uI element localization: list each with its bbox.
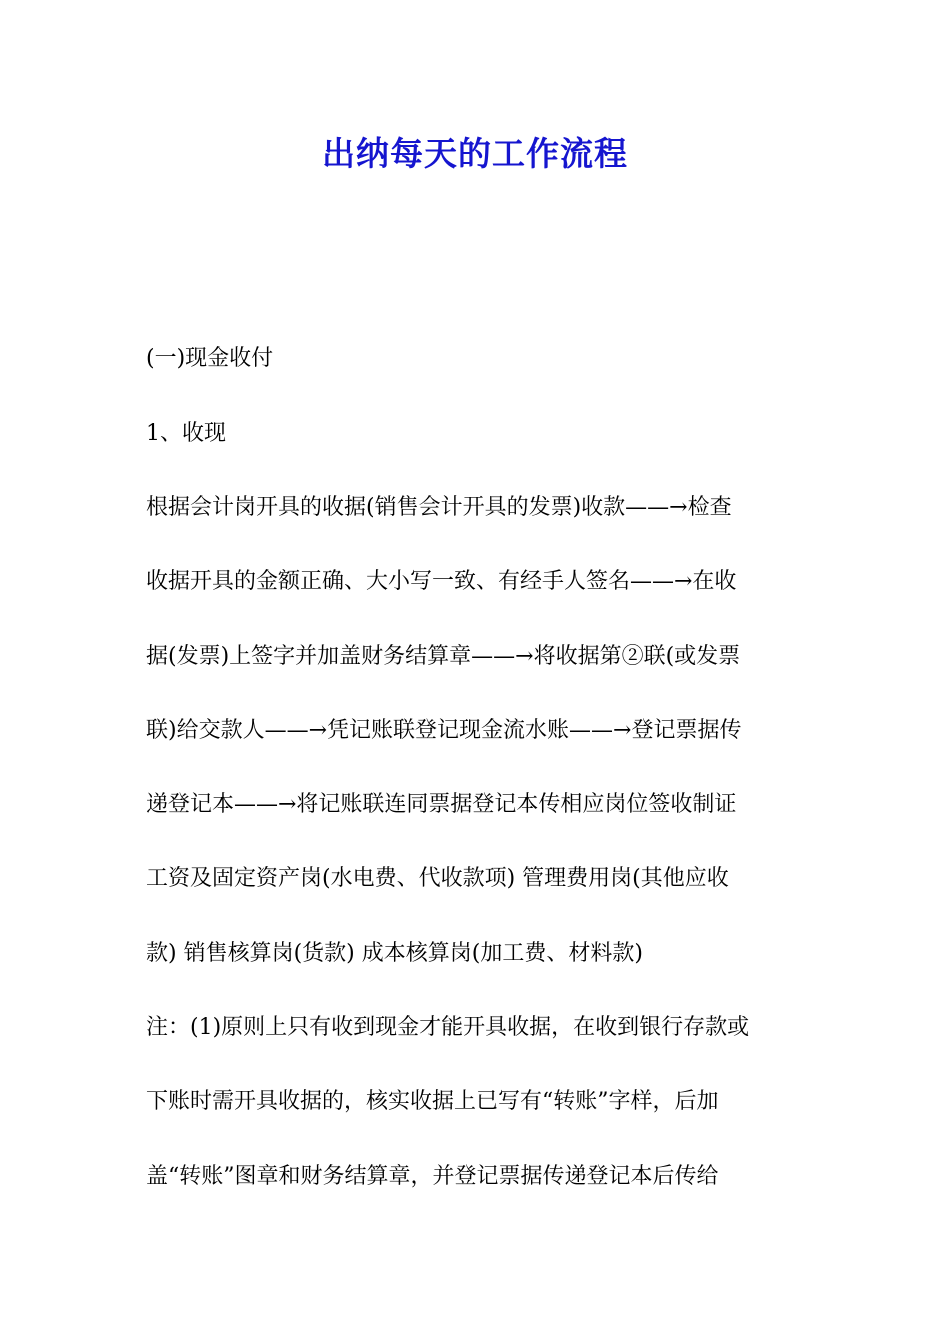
text-line: 款) 销售核算岗(货款) 成本核算岗(加工费、材料款) xyxy=(146,940,643,966)
text-line: 盖“转账”图章和财务结算章，并登记票据传递登记本后传给 xyxy=(146,1163,719,1189)
document-title: 出纳每天的工作流程 xyxy=(322,134,628,173)
text-line: 递登记本——→将记账联连同票据登记本传相应岗位签收制证 xyxy=(146,792,737,818)
text-line: 据(发票)上签字并加盖财务结算章——→将收据第②联(或发票 xyxy=(146,643,741,669)
subsection-heading: 1、收现 xyxy=(146,421,226,446)
text-line: 注：(1)原则上只有收到现金才能开具收据，在收到银行存款或 xyxy=(146,1015,750,1041)
text-line: 收据开具的金额正确、大小写一致、有经手人签名——→在收 xyxy=(146,569,737,595)
text-line: 联)给交款人——→凭记账联登记现金流水账——→登记票据传 xyxy=(146,717,742,743)
text-line: 下账时需开具收据的，核实收据上已写有“转账”字样，后加 xyxy=(146,1089,719,1115)
body-paragraph xyxy=(146,490,810,1233)
text-line: 根据会计岗开具的收据(销售会计开具的发票)收款——→检查 xyxy=(146,495,732,520)
text-line: 工资及固定资产岗(水电费、代收款项) 管理费用岗(其他应收 xyxy=(146,866,729,892)
section-heading: (一)现金收付 xyxy=(146,346,274,371)
